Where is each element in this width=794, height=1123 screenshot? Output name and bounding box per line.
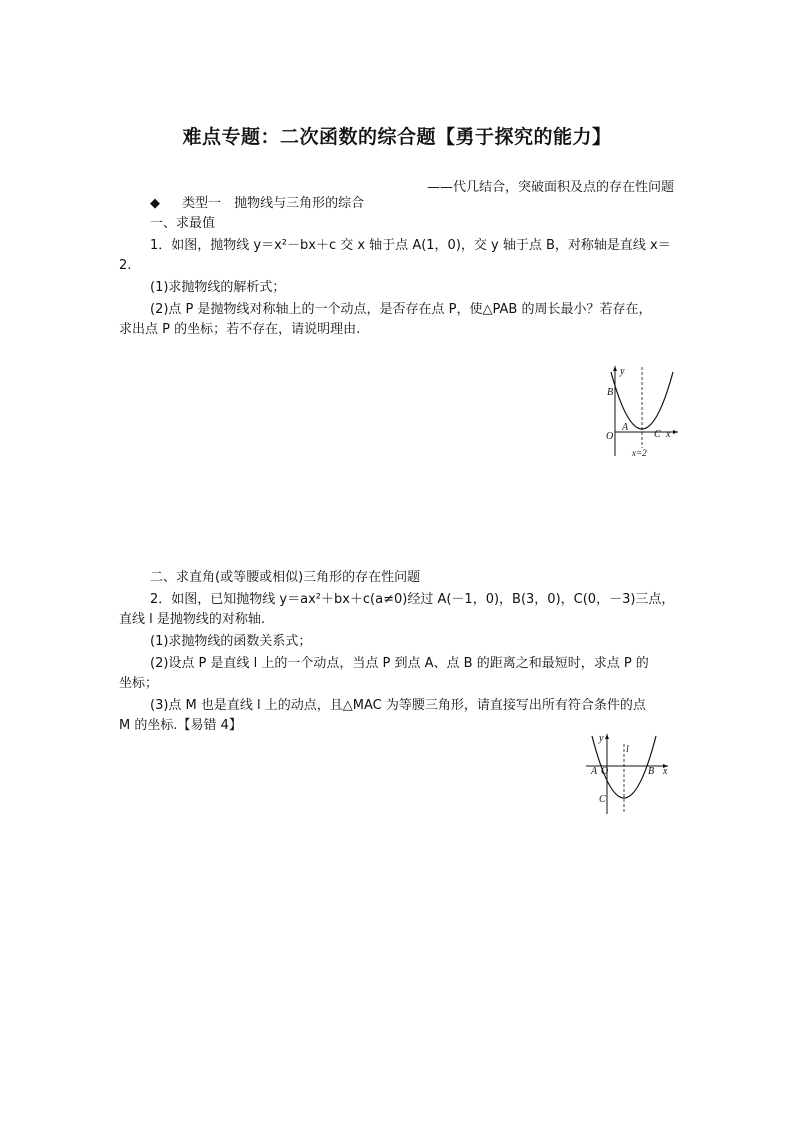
q2-part3-line2: M 的坐标.【易错 4】 bbox=[119, 718, 242, 733]
q1-line2: 2. bbox=[119, 258, 132, 273]
figure2-label-x: x bbox=[663, 766, 668, 777]
figure1-label-y: y bbox=[620, 366, 625, 377]
page-subtitle: ——代几结合，突破面积及点的存在性问题 bbox=[426, 180, 674, 195]
q2-line2: 直线 l 是抛物线的对称轴. bbox=[119, 612, 266, 627]
diamond-bullet-icon: ◆ bbox=[150, 196, 160, 211]
figure1-label-B: B bbox=[607, 387, 614, 398]
figure2-label-A: A bbox=[591, 766, 598, 777]
figure1-label-x: x bbox=[666, 429, 671, 440]
figure2-label-C: C bbox=[599, 794, 606, 805]
q1-part2-line2: 求出点 P 的坐标；若不存在，请说明理由. bbox=[119, 322, 361, 337]
type1-heading bbox=[150, 194, 364, 214]
q2-part2-line1: (2)设点 P 是直线 l 上的一个动点，当点 P 到点 A、点 B 的距离之和最短时，求点 P 的 bbox=[150, 656, 649, 671]
figure1-label-A: A bbox=[622, 422, 629, 433]
figure1-label-C: C bbox=[654, 429, 661, 440]
figure2-parabola bbox=[582, 730, 674, 816]
q1-part2-line1: (2)点 P 是抛物线对称轴上的一个动点，是否存在点 P，使△PAB 的周长最小？若存在， bbox=[150, 302, 652, 317]
figure1-label-axis: x=2 bbox=[632, 448, 647, 458]
section1-heading: 一、求最值 bbox=[150, 216, 216, 231]
q1-part1: (1)求抛物线的解析式； bbox=[150, 280, 286, 295]
q1-line1: 1．如图，抛物线 y＝x²－bx＋c 交 x 轴于点 A(1，0)，交 y 轴于点 B，对称轴是直线 x＝ bbox=[150, 238, 671, 253]
figure2-label-B: B bbox=[648, 766, 655, 777]
type1-label: 类型一 抛物线与三角形的综合 bbox=[182, 196, 365, 211]
section2-heading: 二、求直角(或等腰或相似)三角形的存在性问题 bbox=[150, 570, 421, 585]
q2-line1: 2．如图，已知抛物线 y＝ax²＋bx＋c(a≠0)经过 A(－1，0)，B(3，0)，C(0，－3)三点， bbox=[150, 592, 675, 607]
figure1-label-O: O bbox=[606, 431, 614, 442]
q2-part2-line2: 坐标； bbox=[119, 676, 159, 691]
figure2-label-y: y bbox=[599, 733, 604, 744]
figure2-label-l: l bbox=[626, 744, 629, 755]
q2-part1: (1)求抛物线的函数关系式； bbox=[150, 634, 312, 649]
figure2-label-O: O bbox=[601, 766, 609, 777]
figure1-parabola bbox=[600, 362, 682, 462]
page-title: 难点专题：二次函数的综合题【勇于探究的能力】 bbox=[182, 126, 612, 148]
q2-part3-line1: (3)点 M 也是直线 l 上的动点，且△MAC 为等腰三角形，请直接写出所有符合条件的点 bbox=[150, 698, 646, 713]
figure1-curve bbox=[611, 372, 673, 429]
